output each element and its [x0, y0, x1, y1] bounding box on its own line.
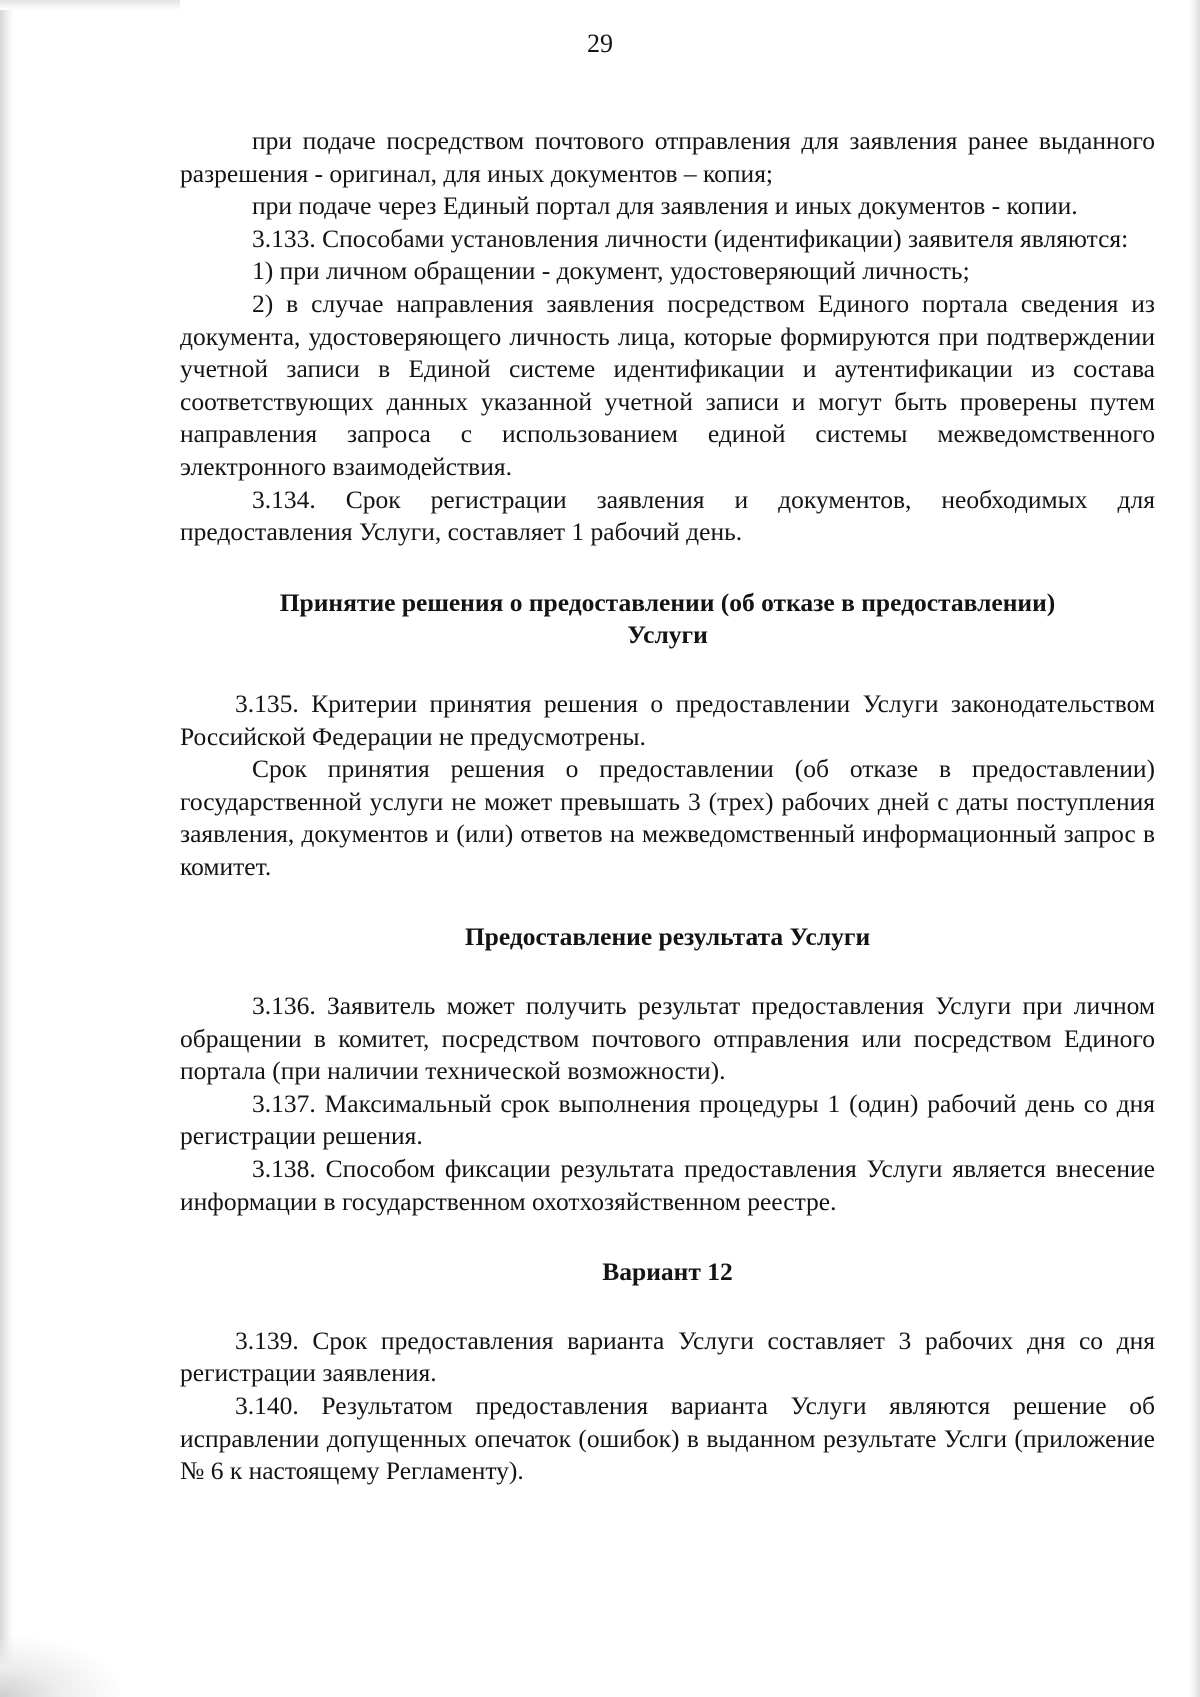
section-heading: Принятие решения о предоставлении (об отказе в предоставлении) Услуги: [279, 587, 1056, 650]
scan-artifact-bottom: [0, 1637, 120, 1697]
page-number: 29: [587, 29, 613, 58]
paragraph: при подаче через Единый портал для заявления и иных документов - копии.: [252, 191, 1078, 221]
paragraph-3-138: 3.138. Способом фиксации результата предоставления Услуги является внесение информации в государственном охотхозяйственном реестре.: [180, 1154, 1155, 1216]
list-item-1: 1) при личном обращении - документ, удостоверяющий личность;: [252, 256, 970, 286]
paragraph-3-137: 3.137. Максимальный срок выполнения процедуры 1 (один) рабочий день со дня регистрации решения.: [180, 1088, 1155, 1151]
document-body: [180, 125, 1155, 1488]
paragraph-3-139: 3.139. Срок предоставления варианта Услуги составляет 3 рабочих дня со дня регистрации заявления.: [180, 1325, 1155, 1388]
paragraph-3-140: 3.140. Результатом предоставления варианта Услуги являются решение об исправлении допущенных опечаток (ошибок) в выданном результате Услги (приложение № 6 к настоящему Регламенту).: [180, 1391, 1155, 1486]
paragraph-3-134: 3.134. Срок регистрации заявления и документов, необходимых для предоставления Услуги, составляет 1 рабочий день.: [180, 484, 1155, 547]
paragraph: при подаче посредством почтового отправления для заявления ранее выданного разрешения - оригинал, для иных документов – копия;: [180, 126, 1155, 188]
scan-artifact-top: [0, 0, 180, 10]
section-heading: Вариант 12: [602, 1257, 733, 1287]
scan-edge-right: [1188, 0, 1200, 1697]
section-heading: Предоставление результата Услуги: [464, 922, 871, 952]
scan-edge-left: [0, 0, 14, 1697]
paragraph-3-133: 3.133. Способами установления личности (идентификации) заявителя являются:: [252, 223, 1129, 253]
paragraph-3-135: 3.135. Критерии принятия решения о предоставлении Услуги законодательством Российской Федерации не предусмотрены.: [180, 688, 1155, 751]
paragraph-3-136: 3.136. Заявитель может получить результат предоставления Услуги при личном обращении в комитет, посредством почтового отправления или посредством Единого портала (при наличии технической возможности).: [180, 991, 1155, 1086]
list-item-2: 2) в случае направления заявления посредством Единого портала сведения из документа, удостоверяющего личность лица, которые формируются при подтверждении учетной записи в Единой системе идентификации и аутентификации из состава соответствующих данных указанной учетной записи и могут быть проверены путем направления запроса с использованием единой системы межведомственного электронного взаимодействия.: [180, 288, 1155, 481]
paragraph: Срок принятия решения о предоставлении (об отказе в предоставлении) государственной услуги не может превышать 3 (трех) рабочих дней с даты поступления заявления, документов и (или) ответов на межведомственный информационный запрос в комитет.: [180, 754, 1155, 881]
